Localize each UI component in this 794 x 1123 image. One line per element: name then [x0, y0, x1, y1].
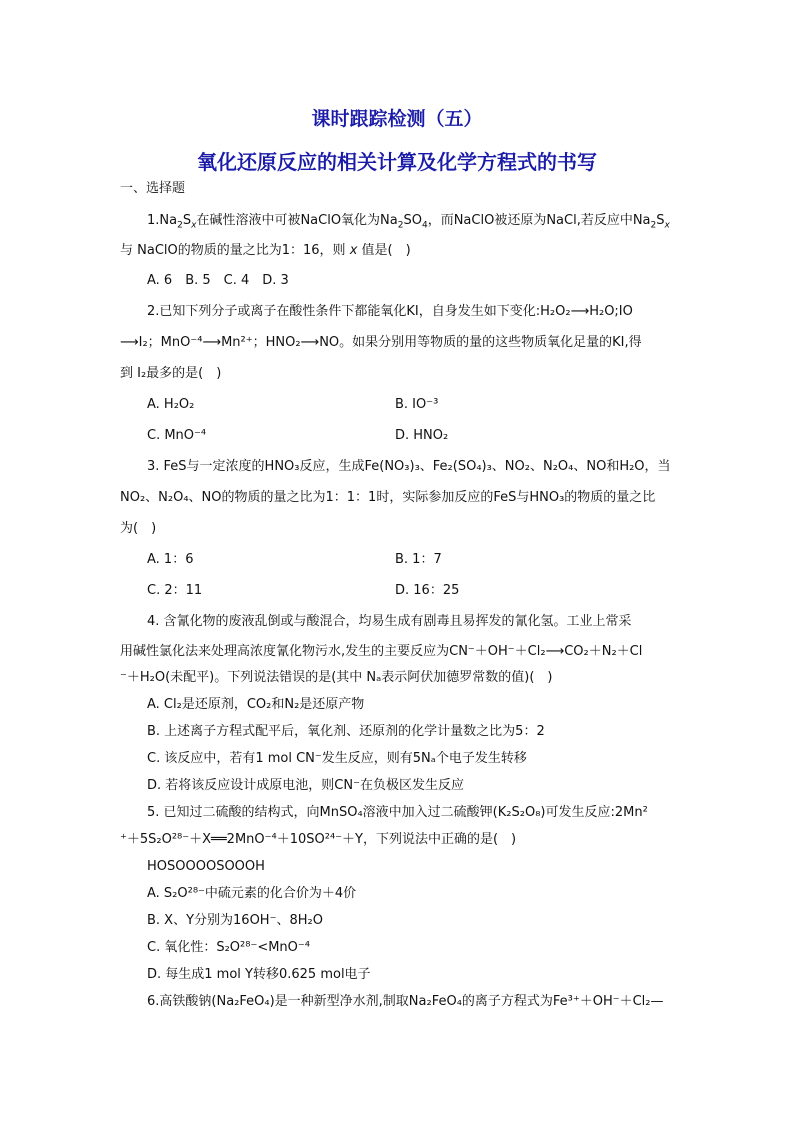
q5-option-c: C. 氧化性：S₂O²⁸⁻<MnO⁻⁴	[147, 940, 310, 955]
q4-option-d: D. 若将该反应设计成原电池，则CN⁻在负极区发生反应	[147, 778, 464, 793]
q2-option-a: A. H₂O₂	[147, 397, 195, 412]
q1-options: A. 6 B. 5 C. 4 D. 3	[147, 273, 289, 288]
q3-line3: 为( )	[120, 521, 157, 536]
q1-line1: $1.Na_2S_x$在碱性溶液中可被NaClO氧化为$Na_2SO_4$，而NaClO被还原为NaCl,若反应中$Na_2S_x$	[147, 213, 670, 231]
page-subtitle: 氧化还原反应的相关计算及化学方程式的书写	[197, 150, 597, 174]
q6-line1: 6.高铁酸钠(Na₂FeO₄)是一种新型净水剂,制取Na₂FeO₄的离子方程式为Fe³⁺＋OH⁻＋Cl₂—	[147, 994, 664, 1009]
q3-option-c: C. 2：11	[147, 583, 203, 598]
q3-option-d: D. 16：25	[395, 583, 460, 598]
q5-line1: 5. 已知过二硫酸的结构式，向MnSO₄溶液中加入过二硫酸钾(K₂S₂O₈)可发生反应:2Mn²	[147, 805, 648, 820]
q3-line2: NO₂、N₂O₄、NO的物质的量之比为1：1：1时，实际参加反应的FeS与HNO₃的物质的量之比	[120, 490, 656, 505]
q5-option-a: A. S₂O²⁸⁻中硫元素的化合价为＋4价	[147, 886, 357, 901]
q3-line1: 3. FeS与一定浓度的HNO₃反应，生成Fe(NO₃)₃、Fe₂(SO₄)₃、NO₂、N₂O₄、NO和H₂O，当	[147, 459, 671, 474]
q4-line2: 用碱性氯化法来处理高浓度氰化物污水,发生的主要反应为CN⁻＋OH⁻＋Cl₂⟶CO₂＋N₂＋Cl	[120, 644, 643, 659]
q4-option-c: C. 该反应中，若有1 mol CN⁻发生反应，则有5Nₐ个电子发生转移	[147, 751, 527, 766]
q5-line2: ⁺＋5S₂O²⁸⁻＋X══2MnO⁻⁴＋10SO²⁴⁻＋Y，下列说法中正确的是( )	[120, 832, 517, 847]
q2-option-d: D. HNO₂	[395, 428, 449, 443]
q3-option-a: A. 1：6	[147, 552, 194, 567]
q4-line1: 4. 含氰化物的废液乱倒或与酸混合，均易生成有剧毒且易挥发的氰化氢。工业上常采	[147, 614, 632, 629]
q2-line2: ⟶I₂；MnO⁻⁴⟶Mn²⁺；HNO₂⟶NO。如果分别用等物质的量的这些物质氧化足量的KI,得	[120, 335, 642, 350]
q2-option-b: B. IO⁻³	[395, 397, 439, 412]
section-heading: 一、选择题	[120, 181, 186, 196]
q5-option-b: B. X、Y分别为16OH⁻、8H₂O	[147, 913, 323, 928]
q5-option-d: D. 每生成1 mol Y转移0.625 mol电子	[147, 967, 371, 982]
q1-line2: 与 NaClO的物质的量之比为1：16，则 x 值是( )	[120, 243, 411, 258]
q5-structure-formula: HOSOOOOSOOOH	[147, 859, 265, 874]
q4-option-a: A. Cl₂是还原剂，CO₂和N₂是还原产物	[147, 697, 365, 712]
q2-option-c: C. MnO⁻⁴	[147, 428, 207, 443]
page-title: 课时跟踪检测（五）	[311, 108, 483, 130]
q2-line1: 2.已知下列分子或离子在酸性条件下都能氧化KI，自身发生如下变化:H₂O₂⟶H₂O;IO	[147, 304, 633, 319]
q4-line3: ⁻＋H₂O(未配平)。下列说法错误的是(其中 Nₐ表示阿伏加德罗常数的值)( )	[120, 670, 553, 685]
q3-option-b: B. 1：7	[395, 552, 442, 567]
q4-option-b: B. 上述离子方程式配平后，氧化剂、还原剂的化学计量数之比为5：2	[147, 724, 545, 739]
q2-line3: 到 I₂最多的是( )	[120, 366, 222, 381]
